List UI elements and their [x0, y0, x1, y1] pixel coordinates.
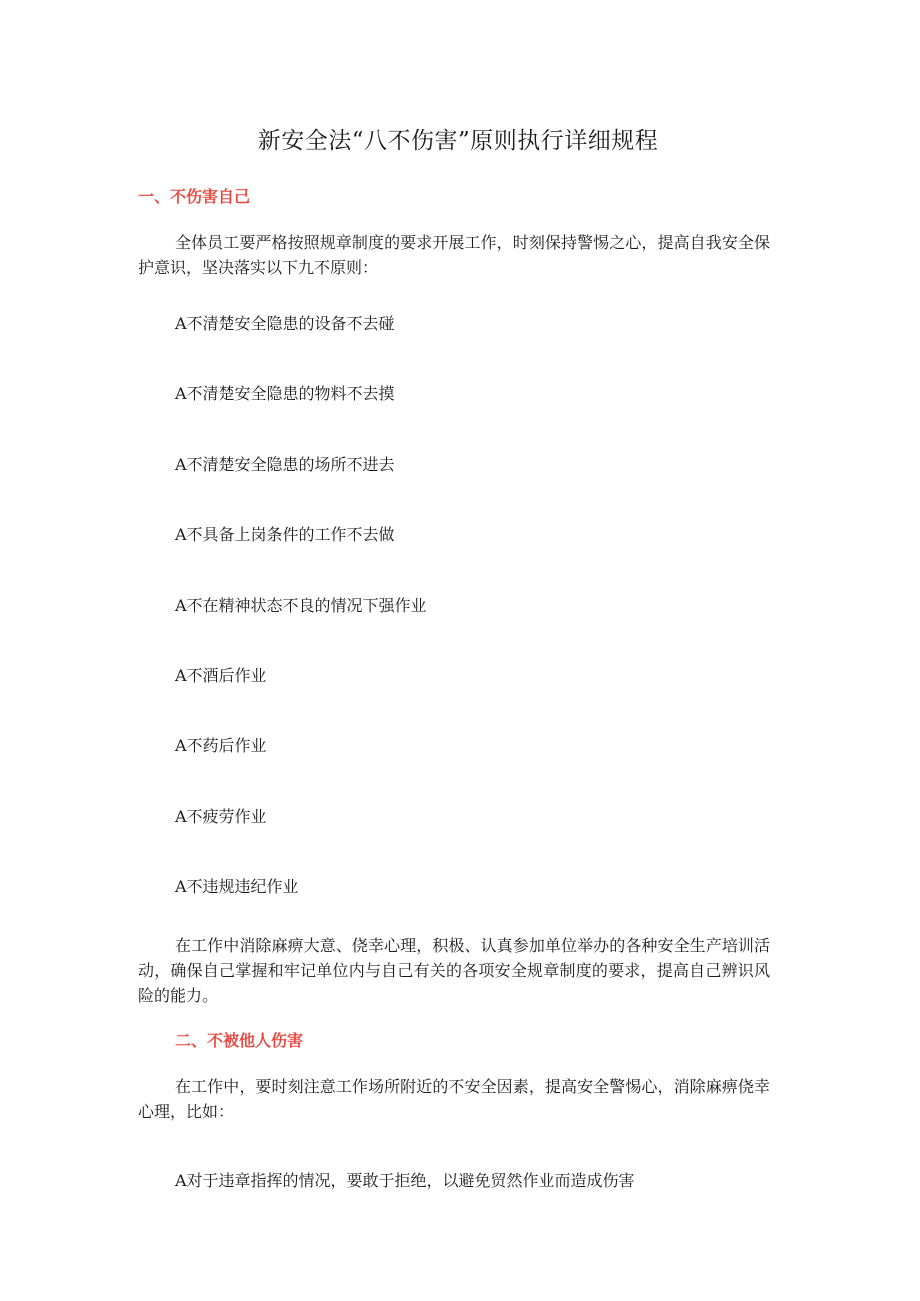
principle-item: A不具备上岗条件的工作不去做 [175, 525, 395, 544]
principle-item: A不疲劳作业 [175, 807, 267, 826]
principle-item: A对于违章指挥的情况，要敢于拒绝，以避免贸然作业而造成伤害 [175, 1171, 635, 1190]
document-title: 新安全法“八不伤害”原则执行详细规程 [257, 128, 659, 154]
section-heading-1: 一、不伤害自己 [138, 187, 251, 206]
section-2-intro: 在工作中，要时刻注意工作场所附近的不安全因素，提高安全警惕心，消除麻痹侥幸心理，比如： [138, 1077, 770, 1121]
principle-item: A不违规违纪作业 [175, 877, 299, 896]
principle-item: A不药后作业 [175, 736, 267, 755]
principle-item: A不清楚安全隐患的场所不进去 [175, 455, 395, 474]
section-1-closing: 在工作中消除麻痹大意、侥幸心理，积极、认真参加单位举办的各种安全生产培训活动，确保自己掌握和牢记单位内与自己有关的各项安全规章制度的要求，提高自己辨识风险的能力。 [138, 936, 770, 1005]
principle-item: A不清楚安全隐患的设备不去碰 [175, 314, 395, 333]
principle-item: A不在精神状态不良的情况下强作业 [175, 596, 427, 615]
section-1-intro: 全体员工要严格按照规章制度的要求开展工作，时刻保持警惕之心，提高自我安全保护意识，坚决落实以下九不原则： [138, 233, 770, 277]
principle-item: A不酒后作业 [175, 666, 267, 685]
section-heading-2: 二、不被他人伤害 [175, 1031, 304, 1050]
principle-item: A不清楚安全隐患的物料不去摸 [175, 384, 395, 403]
